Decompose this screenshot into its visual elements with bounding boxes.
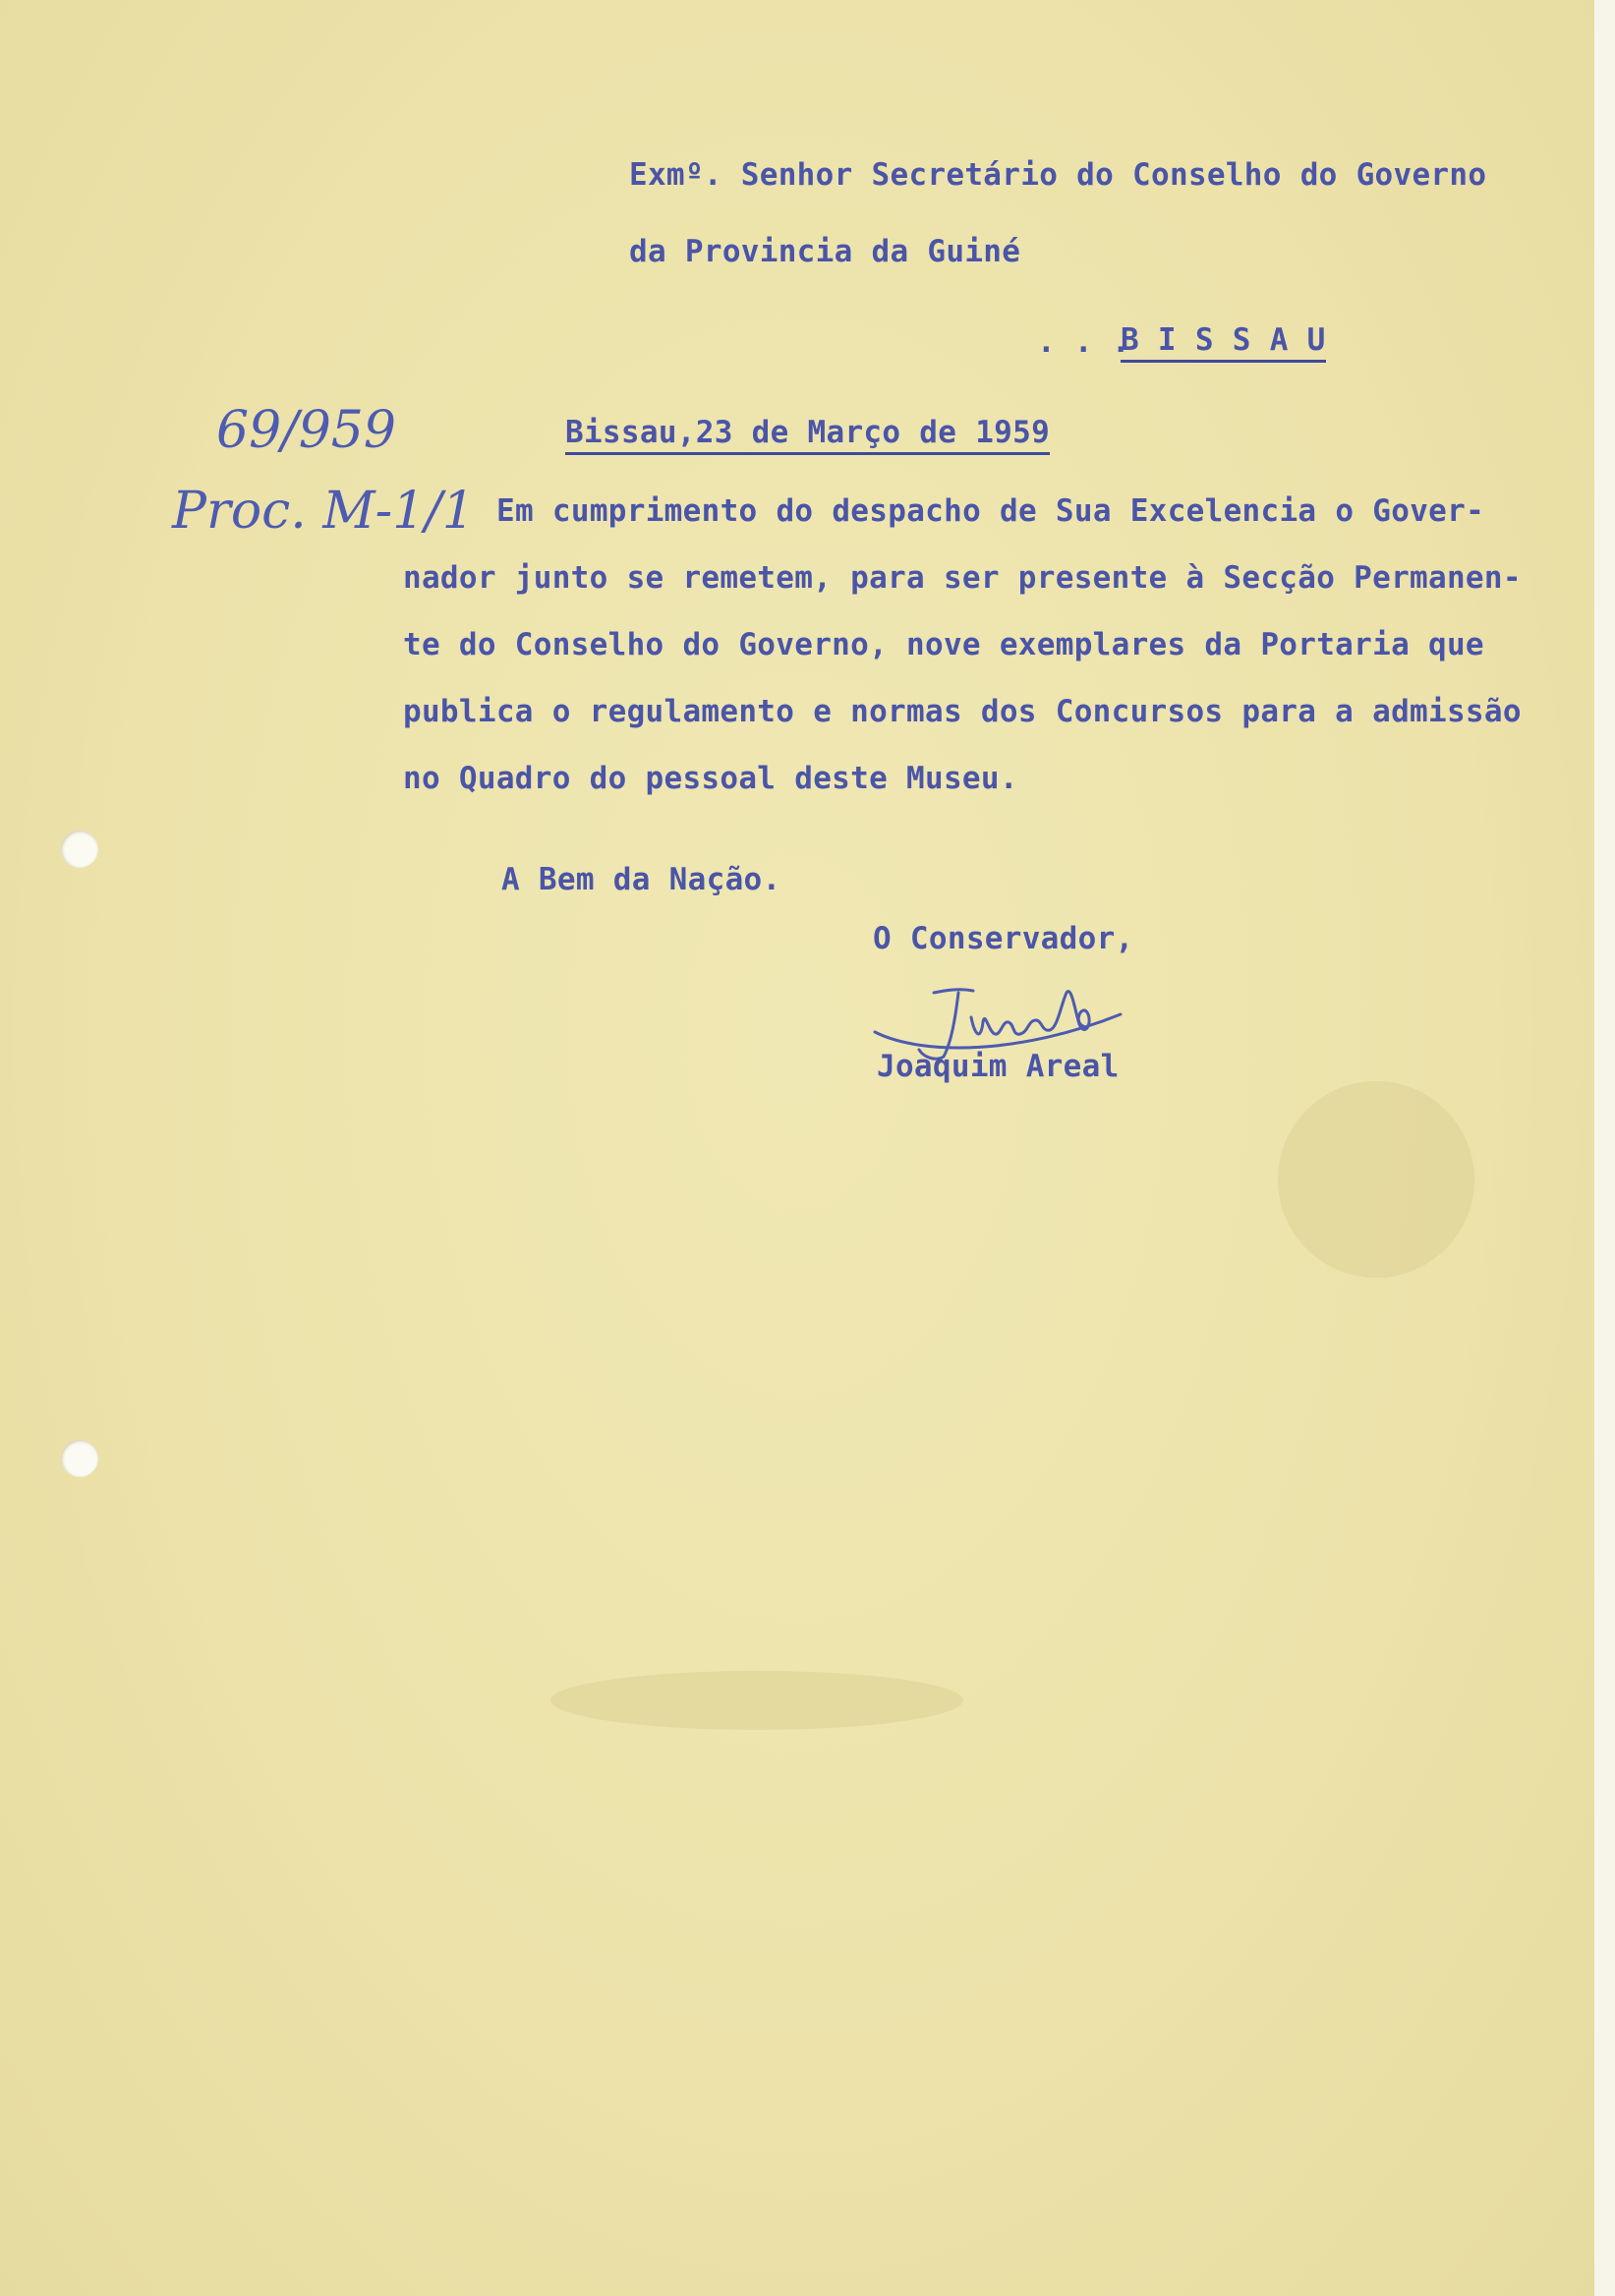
signer-name: Joaquim Areal: [877, 1049, 1120, 1084]
closing-salutation: A Bem da Nação.: [501, 862, 781, 897]
paper-stain: [1278, 1081, 1474, 1278]
body-line: no Quadro do pessoal deste Museu.: [403, 761, 1018, 796]
signer-title: O Conservador,: [873, 921, 1134, 956]
ornament-dots: . . .: [1037, 324, 1130, 360]
page-edge: [1594, 0, 1615, 2296]
address-line-1: Exmº. Senhor Secretário do Conselho do Governo: [629, 157, 1487, 193]
paper-stain: [550, 1671, 963, 1730]
body-line: publica o regulamento e normas dos Concursos para a admissão: [403, 694, 1522, 729]
registry-number-annotation: 69/959: [216, 401, 396, 460]
body-line: Em cumprimento do despacho de Sua Excelencia o Gover-: [496, 493, 1485, 529]
body-line: te do Conselho do Governo, nove exemplares da Portaria que: [403, 627, 1484, 662]
punch-hole: [61, 1440, 98, 1477]
destination-city: B I S S A U: [1121, 322, 1326, 363]
body-line: nador junto se remetem, para ser presente à Secção Permanen-: [403, 560, 1522, 596]
process-reference-annotation: Proc. M-1/1: [172, 482, 475, 541]
punch-hole: [61, 831, 98, 868]
letter-date: Bissau,23 de Março de 1959: [565, 415, 1050, 455]
address-line-2: da Provincia da Guiné: [629, 234, 1021, 269]
